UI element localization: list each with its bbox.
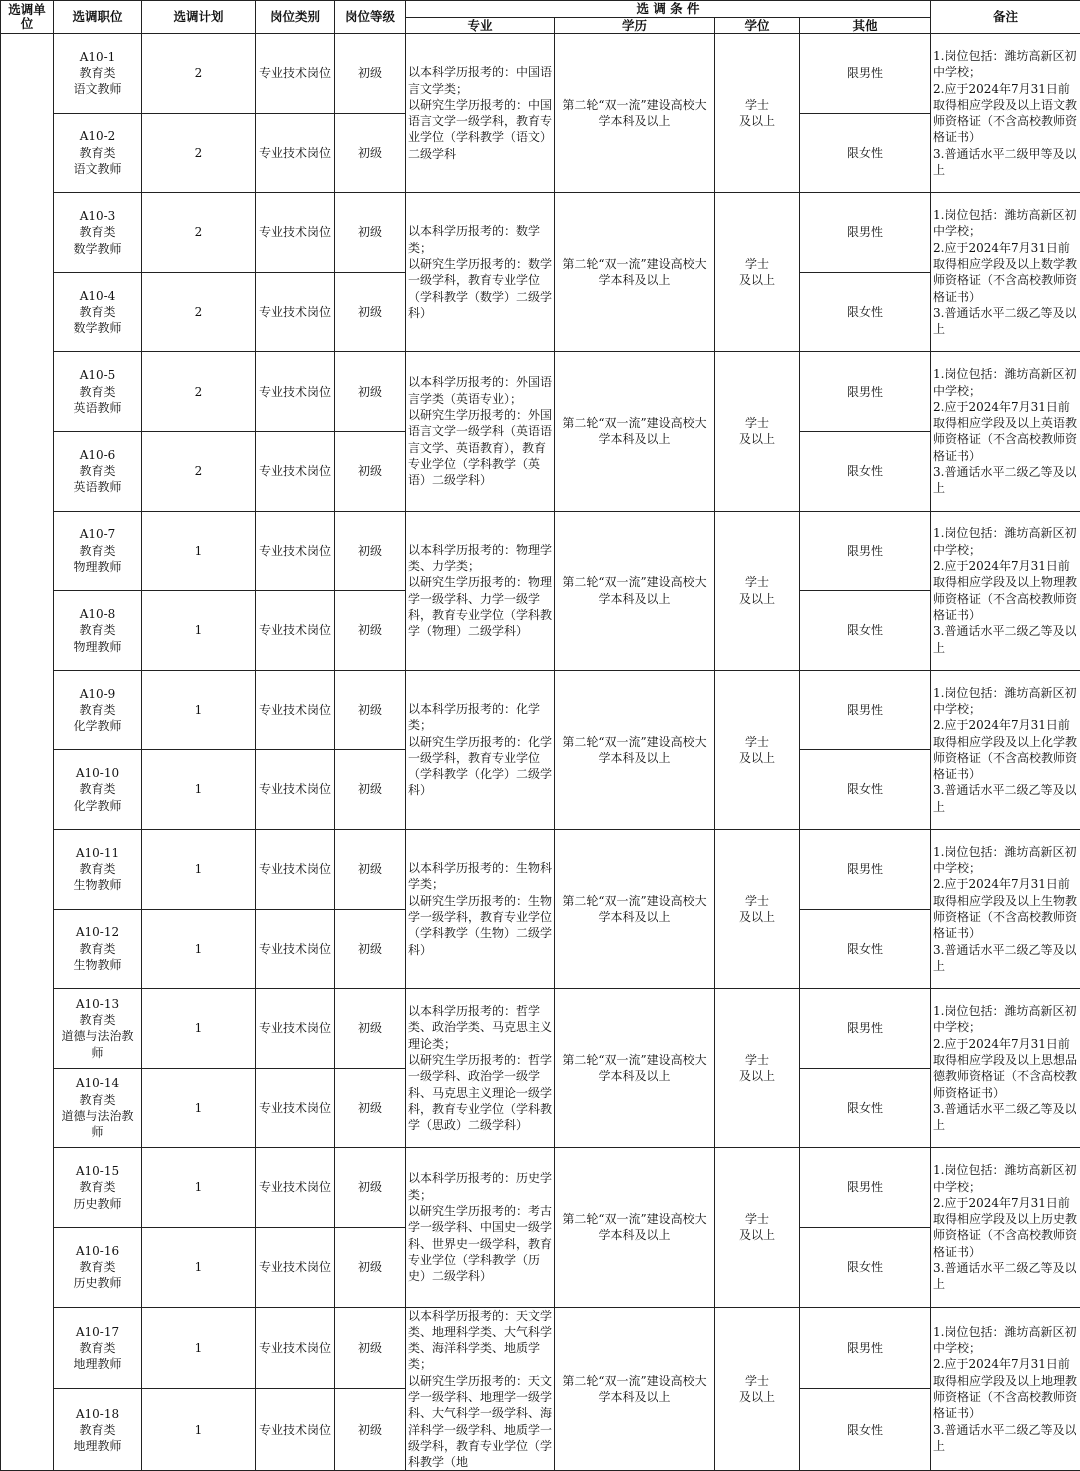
position-title: 语文教师 — [56, 81, 139, 97]
position-title: 地理教师 — [56, 1356, 139, 1372]
position-code: A10-3 — [56, 208, 139, 224]
major-cell: 以本科学历报考的：天文学类、地理科学类、大气科学类、海洋科学类、地质学类； 以研究生学历报考的：天文学一级学科、地理学一级学科、大气科学一级学科、海洋科学一级学科、地质学一级学科，教育专业学位（学科教学（地 — [406, 1307, 555, 1471]
position-code: A10-12 — [56, 924, 139, 940]
position-cell — [54, 750, 142, 830]
position-cell — [54, 431, 142, 511]
position-code: A10-7 — [56, 526, 139, 542]
position-type: 教育类 — [56, 781, 139, 797]
other-cell: 限女性 — [800, 431, 931, 511]
level-cell: 初级 — [335, 1148, 406, 1228]
position-type: 教育类 — [56, 384, 139, 400]
position-type: 教育类 — [56, 145, 139, 161]
remarks-cell: 1.岗位包括：潍坊高新区初中学校； 2.应于2024年7月31日前取得相应学段及以上生物教师资格证（不含高校教师资格证书） 3.普通话水平二级乙等及以上 — [931, 829, 1080, 988]
header-remarks: 备注 — [931, 1, 1080, 34]
level-cell: 初级 — [335, 1068, 406, 1148]
position-code: A10-14 — [56, 1075, 139, 1091]
position-title: 化学教师 — [56, 798, 139, 814]
position-code: A10-13 — [56, 996, 139, 1012]
position-code: A10-8 — [56, 606, 139, 622]
plan-cell: 2 — [142, 34, 256, 114]
other-cell: 限女性 — [800, 272, 931, 352]
position-type: 教育类 — [56, 1179, 139, 1195]
remarks-cell: 1.岗位包括：潍坊高新区初中学校； 2.应于2024年7月31日前取得相应学段及以上思想品德教师资格证（不含高校教师资格证书） 3.普通话水平二级乙等及以上 — [931, 989, 1080, 1148]
position-code: A10-16 — [56, 1243, 139, 1259]
category-cell: 专业技术岗位 — [256, 989, 335, 1069]
position-title: 生物教师 — [56, 957, 139, 973]
position-cell — [54, 829, 142, 909]
other-cell: 限女性 — [800, 909, 931, 989]
position-title: 历史教师 — [56, 1196, 139, 1212]
header-category: 岗位类别 — [256, 1, 335, 34]
level-cell: 初级 — [335, 34, 406, 114]
level-cell: 初级 — [335, 670, 406, 750]
level-cell: 初级 — [335, 989, 406, 1069]
header-level: 岗位等级 — [335, 1, 406, 34]
education-cell: 第二轮“双一流”建设高校大学本科及以上 — [555, 34, 715, 193]
degree-cell: 学士 及以上 — [715, 511, 800, 670]
category-cell: 专业技术岗位 — [256, 352, 335, 432]
other-cell: 限男性 — [800, 511, 931, 591]
table-row — [1, 989, 1080, 1069]
category-cell: 专业技术岗位 — [256, 670, 335, 750]
remarks-cell: 1.岗位包括：潍坊高新区初中学校； 2.应于2024年7月31日前取得相应学段及以上化学教师资格证（不含高校教师资格证书） 3.普通话水平二级乙等及以上 — [931, 670, 1080, 829]
category-cell: 专业技术岗位 — [256, 1148, 335, 1228]
header-degree: 学位 — [715, 18, 800, 34]
other-cell: 限女性 — [800, 591, 931, 671]
table-row — [1, 829, 1080, 909]
degree-cell: 学士 及以上 — [715, 352, 800, 511]
position-title: 数学教师 — [56, 241, 139, 257]
plan-cell: 1 — [142, 989, 256, 1069]
table-row — [1, 193, 1080, 273]
plan-cell: 1 — [142, 511, 256, 591]
position-type: 教育类 — [56, 1340, 139, 1356]
position-title: 道德与法治教师 — [56, 1108, 139, 1141]
position-title: 生物教师 — [56, 877, 139, 893]
plan-cell: 1 — [142, 1307, 256, 1389]
position-title: 化学教师 — [56, 718, 139, 734]
degree-cell: 学士 及以上 — [715, 1307, 800, 1471]
table-row — [1, 1307, 1080, 1389]
degree-cell: 学士 及以上 — [715, 34, 800, 193]
position-code: A10-5 — [56, 367, 139, 383]
position-type: 教育类 — [56, 224, 139, 240]
position-type: 教育类 — [56, 861, 139, 877]
header-other: 其他 — [800, 18, 931, 34]
header-conditions: 选 调 条 件 — [406, 1, 931, 18]
level-cell: 初级 — [335, 113, 406, 193]
major-cell: 以本科学历报考的：数学类； 以研究生学历报考的：数学一级学科，教育专业学位（学科教学（数学）二级学科） — [406, 193, 555, 352]
header-plan: 选调计划 — [142, 1, 256, 34]
other-cell: 限男性 — [800, 352, 931, 432]
position-cell — [54, 1068, 142, 1148]
position-cell — [54, 113, 142, 193]
plan-cell: 1 — [142, 1068, 256, 1148]
position-code: A10-10 — [56, 765, 139, 781]
category-cell: 专业技术岗位 — [256, 750, 335, 830]
plan-cell: 2 — [142, 352, 256, 432]
degree-cell: 学士 及以上 — [715, 193, 800, 352]
plan-cell: 1 — [142, 1148, 256, 1228]
position-cell — [54, 193, 142, 273]
degree-cell: 学士 及以上 — [715, 1148, 800, 1307]
other-cell: 限男性 — [800, 829, 931, 909]
position-cell — [54, 1148, 142, 1228]
plan-cell: 2 — [142, 113, 256, 193]
table-row — [1, 1148, 1080, 1228]
level-cell: 初级 — [335, 352, 406, 432]
education-cell: 第二轮“双一流”建设高校大学本科及以上 — [555, 1307, 715, 1471]
other-cell: 限女性 — [800, 1389, 931, 1471]
major-cell: 以本科学历报考的：中国语言文学类； 以研究生学历报考的：中国语言文学一级学科，教育专业学位（学科教学（语文）二级学科 — [406, 34, 555, 193]
major-cell: 以本科学历报考的：历史学类； 以研究生学历报考的：考古学一级学科、中国史一级学科、世界史一级学科，教育专业学位（学科教学（历史）二级学科） — [406, 1148, 555, 1307]
table-row — [1, 34, 1080, 114]
education-cell: 第二轮“双一流”建设高校大学本科及以上 — [555, 352, 715, 511]
unit-cell — [1, 34, 54, 1471]
level-cell: 初级 — [335, 909, 406, 989]
plan-cell: 2 — [142, 272, 256, 352]
level-cell: 初级 — [335, 1307, 406, 1389]
position-cell — [54, 34, 142, 114]
table-row — [1, 511, 1080, 591]
header-position: 选调职位 — [54, 1, 142, 34]
category-cell: 专业技术岗位 — [256, 909, 335, 989]
level-cell: 初级 — [335, 193, 406, 273]
major-cell: 以本科学历报考的：物理学类、力学类； 以研究生学历报考的：物理学一级学科、力学一级学科，教育专业学位（学科教学（物理）二级学科） — [406, 511, 555, 670]
position-title: 道德与法治教师 — [56, 1028, 139, 1061]
category-cell: 专业技术岗位 — [256, 34, 335, 114]
position-title: 数学教师 — [56, 320, 139, 336]
plan-cell: 1 — [142, 909, 256, 989]
position-cell — [54, 1389, 142, 1471]
level-cell: 初级 — [335, 591, 406, 671]
position-type: 教育类 — [56, 543, 139, 559]
category-cell: 专业技术岗位 — [256, 193, 335, 273]
remarks-cell: 1.岗位包括：潍坊高新区初中学校； 2.应于2024年7月31日前取得相应学段及以上物理教师资格证（不含高校教师资格证书） 3.普通话水平二级乙等及以上 — [931, 511, 1080, 670]
position-type: 教育类 — [56, 1012, 139, 1028]
education-cell: 第二轮“双一流”建设高校大学本科及以上 — [555, 511, 715, 670]
level-cell: 初级 — [335, 431, 406, 511]
position-code: A10-17 — [56, 1324, 139, 1340]
position-code: A10-9 — [56, 686, 139, 702]
remarks-cell: 1.岗位包括：潍坊高新区初中学校； 2.应于2024年7月31日前取得相应学段及以上历史教师资格证（不含高校教师资格证书） 3.普通话水平二级乙等及以上 — [931, 1148, 1080, 1307]
plan-cell: 1 — [142, 829, 256, 909]
other-cell: 限女性 — [800, 1068, 931, 1148]
position-type: 教育类 — [56, 1422, 139, 1438]
position-title: 英语教师 — [56, 400, 139, 416]
other-cell: 限男性 — [800, 1148, 931, 1228]
table-body — [1, 34, 1080, 1471]
remarks-cell: 1.岗位包括：潍坊高新区初中学校； 2.应于2024年7月31日前取得相应学段及以上地理教师资格证（不含高校教师资格证书） 3.普通话水平二级乙等及以上 — [931, 1307, 1080, 1471]
level-cell: 初级 — [335, 750, 406, 830]
other-cell: 限男性 — [800, 670, 931, 750]
level-cell: 初级 — [335, 272, 406, 352]
position-type: 教育类 — [56, 702, 139, 718]
position-code: A10-15 — [56, 1163, 139, 1179]
position-title: 历史教师 — [56, 1275, 139, 1291]
header-unit: 选调单位 — [1, 1, 54, 34]
position-cell — [54, 1227, 142, 1307]
plan-cell: 1 — [142, 1227, 256, 1307]
major-cell: 以本科学历报考的：生物科学类； 以研究生学历报考的：生物学一级学科，教育专业学位（学科教学（生物）二级学科） — [406, 829, 555, 988]
level-cell: 初级 — [335, 829, 406, 909]
position-code: A10-4 — [56, 288, 139, 304]
other-cell: 限女性 — [800, 750, 931, 830]
position-type: 教育类 — [56, 622, 139, 638]
position-type: 教育类 — [56, 304, 139, 320]
education-cell: 第二轮“双一流”建设高校大学本科及以上 — [555, 989, 715, 1148]
plan-cell: 1 — [142, 670, 256, 750]
plan-cell: 1 — [142, 1389, 256, 1471]
education-cell: 第二轮“双一流”建设高校大学本科及以上 — [555, 1148, 715, 1307]
category-cell: 专业技术岗位 — [256, 272, 335, 352]
level-cell: 初级 — [335, 1227, 406, 1307]
category-cell: 专业技术岗位 — [256, 511, 335, 591]
major-cell: 以本科学历报考的：化学类； 以研究生学历报考的：化学一级学科，教育专业学位（学科教学（化学）二级学科） — [406, 670, 555, 829]
other-cell: 限女性 — [800, 113, 931, 193]
remarks-cell: 1.岗位包括：潍坊高新区初中学校； 2.应于2024年7月31日前取得相应学段及以上数学教师资格证（不含高校教师资格证书） 3.普通话水平二级乙等及以上 — [931, 193, 1080, 352]
plan-cell: 1 — [142, 591, 256, 671]
position-type: 教育类 — [56, 65, 139, 81]
education-cell: 第二轮“双一流”建设高校大学本科及以上 — [555, 670, 715, 829]
major-cell: 以本科学历报考的：外国语言学类（英语专业）； 以研究生学历报考的：外国语言文学一级学科（英语语言文学、英语教育），教育专业学位（学科教学（英语）二级学科） — [406, 352, 555, 511]
position-cell — [54, 989, 142, 1069]
category-cell: 专业技术岗位 — [256, 829, 335, 909]
position-cell — [54, 1307, 142, 1389]
education-cell: 第二轮“双一流”建设高校大学本科及以上 — [555, 193, 715, 352]
position-code: A10-18 — [56, 1406, 139, 1422]
position-code: A10-6 — [56, 447, 139, 463]
category-cell: 专业技术岗位 — [256, 1227, 335, 1307]
remarks-cell: 1.岗位包括：潍坊高新区初中学校； 2.应于2024年7月31日前取得相应学段及以上语文教师资格证（不含高校教师资格证书） 3.普通话水平二级甲等及以上 — [931, 34, 1080, 193]
position-type: 教育类 — [56, 463, 139, 479]
header-education: 学历 — [555, 18, 715, 34]
position-title: 物理教师 — [56, 559, 139, 575]
position-type: 教育类 — [56, 1259, 139, 1275]
other-cell: 限男性 — [800, 1307, 931, 1389]
position-cell — [54, 909, 142, 989]
category-cell: 专业技术岗位 — [256, 1068, 335, 1148]
education-cell: 第二轮“双一流”建设高校大学本科及以上 — [555, 829, 715, 988]
position-cell — [54, 352, 142, 432]
position-title: 地理教师 — [56, 1438, 139, 1454]
category-cell: 专业技术岗位 — [256, 1307, 335, 1389]
position-title: 英语教师 — [56, 479, 139, 495]
position-cell — [54, 670, 142, 750]
position-code: A10-11 — [56, 845, 139, 861]
degree-cell: 学士 及以上 — [715, 829, 800, 988]
other-cell: 限男性 — [800, 989, 931, 1069]
other-cell: 限男性 — [800, 193, 931, 273]
category-cell: 专业技术岗位 — [256, 113, 335, 193]
other-cell: 限男性 — [800, 34, 931, 114]
position-type: 教育类 — [56, 1092, 139, 1108]
position-cell — [54, 511, 142, 591]
degree-cell: 学士 及以上 — [715, 670, 800, 829]
category-cell: 专业技术岗位 — [256, 1389, 335, 1471]
table-row — [1, 670, 1080, 750]
other-cell: 限女性 — [800, 1227, 931, 1307]
position-cell — [54, 591, 142, 671]
position-title: 语文教师 — [56, 161, 139, 177]
remarks-cell: 1.岗位包括：潍坊高新区初中学校； 2.应于2024年7月31日前取得相应学段及以上英语教师资格证（不含高校教师资格证书） 3.普通话水平二级乙等及以上 — [931, 352, 1080, 511]
position-title: 物理教师 — [56, 639, 139, 655]
level-cell: 初级 — [335, 1389, 406, 1471]
level-cell: 初级 — [335, 511, 406, 591]
table-row — [1, 352, 1080, 432]
position-code: A10-2 — [56, 128, 139, 144]
plan-cell: 1 — [142, 750, 256, 830]
degree-cell: 学士 及以上 — [715, 989, 800, 1148]
header-major: 专业 — [406, 18, 555, 34]
position-code: A10-1 — [56, 49, 139, 65]
plan-cell: 2 — [142, 193, 256, 273]
major-cell: 以本科学历报考的：哲学类、政治学类、马克思主义理论类； 以研究生学历报考的：哲学一级学科、政治学一级学科、马克思主义理论一级学科，教育专业学位（学科教学（思政）二级学科） — [406, 989, 555, 1148]
plan-cell: 2 — [142, 431, 256, 511]
position-cell — [54, 272, 142, 352]
category-cell: 专业技术岗位 — [256, 431, 335, 511]
category-cell: 专业技术岗位 — [256, 591, 335, 671]
position-type: 教育类 — [56, 941, 139, 957]
